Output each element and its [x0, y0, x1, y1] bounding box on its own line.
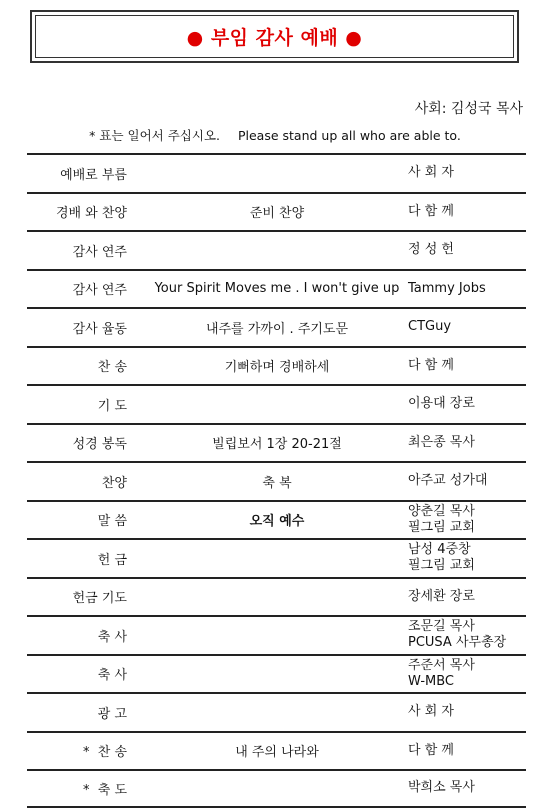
program-person-line: 조문길 목사	[408, 619, 475, 635]
presider-label: 사회: 김성국 목사	[414, 101, 523, 117]
program-person-line: 정 성 헌	[408, 242, 454, 258]
program-content: Your Spirit Moves me . I won't give up	[154, 281, 400, 297]
program-person-line: 남성 4중창	[408, 542, 471, 558]
program-person-line: 주준서 목사	[408, 657, 475, 673]
program-person-line: 다 함 께	[408, 357, 454, 373]
program-row	[27, 307, 526, 346]
program-person-line: 최은종 목사	[408, 434, 475, 450]
program-person	[408, 348, 526, 385]
program-person	[408, 540, 526, 577]
program-item: 감사 율동	[72, 321, 127, 337]
program-person	[408, 309, 526, 346]
program-person-line: Tammy Jobs	[408, 280, 486, 296]
program-content: 기뻐하며 경배하세	[224, 360, 330, 376]
title-inner-border	[35, 15, 514, 58]
program-row	[27, 384, 526, 423]
program-person-line: 다 함 께	[408, 203, 454, 219]
program-content	[142, 232, 412, 269]
program-row	[27, 615, 526, 654]
program-item: 축 사	[97, 668, 127, 684]
program-person-line: W-MBC	[408, 673, 455, 689]
program-item: 헌금 기도	[72, 591, 127, 607]
program-person	[408, 194, 526, 231]
program-content: 준비 찬양	[249, 206, 305, 222]
program-row	[27, 731, 526, 770]
program-person-line: 박희소 목사	[408, 780, 475, 796]
program-person-line: 사 회 자	[408, 704, 454, 720]
program-row	[27, 423, 526, 462]
program-content: 내 주의 나라와	[235, 745, 319, 761]
program-item: 감사 연주	[72, 244, 127, 260]
page-title: ● 부임 감사 예배 ●	[186, 27, 363, 49]
program-content: 오직 예수	[249, 514, 305, 530]
program-row	[27, 692, 526, 731]
program-content	[142, 386, 412, 423]
program-row	[27, 346, 526, 385]
program-item: 경배 와 찬양	[55, 206, 127, 222]
program-person-line: 사 회 자	[408, 165, 454, 181]
program-person-line: 이용대 장로	[408, 396, 475, 412]
standing-note-english: Please stand up all who are able to.	[237, 128, 461, 143]
program-item: 감사 연주	[72, 283, 127, 299]
program-person	[408, 656, 526, 693]
program-content	[142, 579, 412, 616]
program-person-line: CTGuy	[408, 319, 452, 335]
program-item: 축 사	[97, 629, 127, 645]
program-item: 찬 송	[97, 360, 127, 376]
program-person	[408, 694, 526, 731]
program-person-line: PCUSA 사무총장	[408, 635, 507, 651]
program-content	[142, 617, 412, 654]
program-content: 내주를 가까이 . 주기도문	[205, 321, 349, 337]
program-person	[408, 771, 526, 806]
program-person	[408, 733, 526, 770]
program-row	[27, 654, 526, 693]
program-content: 빌립보서 1장 20-21절	[212, 437, 342, 453]
standing-note	[0, 126, 550, 144]
program-person	[408, 463, 526, 500]
program-item: 기 도	[97, 398, 127, 414]
program-content	[142, 656, 412, 693]
program-row	[27, 230, 526, 269]
program-person-line: 필그림 교회	[408, 519, 475, 535]
program-row	[27, 153, 526, 192]
program-content: 축 복	[262, 475, 292, 491]
program-item: 성경 봉독	[72, 437, 127, 453]
program-person-line: 아주교 성가대	[408, 473, 488, 489]
program-item: 광 고	[97, 706, 127, 722]
title-box	[30, 10, 519, 63]
program-person	[408, 386, 526, 423]
program-row	[27, 192, 526, 231]
program-person-line: 다 함 께	[408, 742, 454, 758]
program-item: 말 씀	[97, 514, 127, 530]
program-content	[142, 694, 412, 731]
program-person	[408, 155, 526, 192]
program-person	[408, 425, 526, 462]
program-person	[408, 271, 526, 308]
program-content	[142, 771, 412, 806]
program-row	[27, 461, 526, 500]
program-person	[408, 579, 526, 616]
program-person	[408, 617, 526, 654]
program-item: * 축 도	[82, 782, 127, 798]
program-row	[27, 500, 526, 539]
program-row	[27, 577, 526, 616]
program-content	[142, 155, 412, 192]
program-item: 헌 금	[97, 552, 127, 568]
program-row	[27, 269, 526, 308]
program-row	[27, 769, 526, 808]
program-item: * 찬 송	[82, 745, 127, 761]
program-person	[408, 502, 526, 539]
program-person-line: 장세환 장로	[408, 588, 475, 604]
program-person-line: 양춘길 목사	[408, 503, 475, 519]
standing-note-korean: * 표는 일어서 주십시오.	[89, 128, 220, 143]
program-content	[142, 540, 412, 577]
program-item: 찬양	[101, 475, 127, 491]
program-person	[408, 232, 526, 269]
program-person-line: 필그림 교회	[408, 558, 475, 574]
program-row	[27, 538, 526, 577]
program-list	[27, 153, 526, 808]
program-item: 예배로 부름	[60, 167, 127, 183]
